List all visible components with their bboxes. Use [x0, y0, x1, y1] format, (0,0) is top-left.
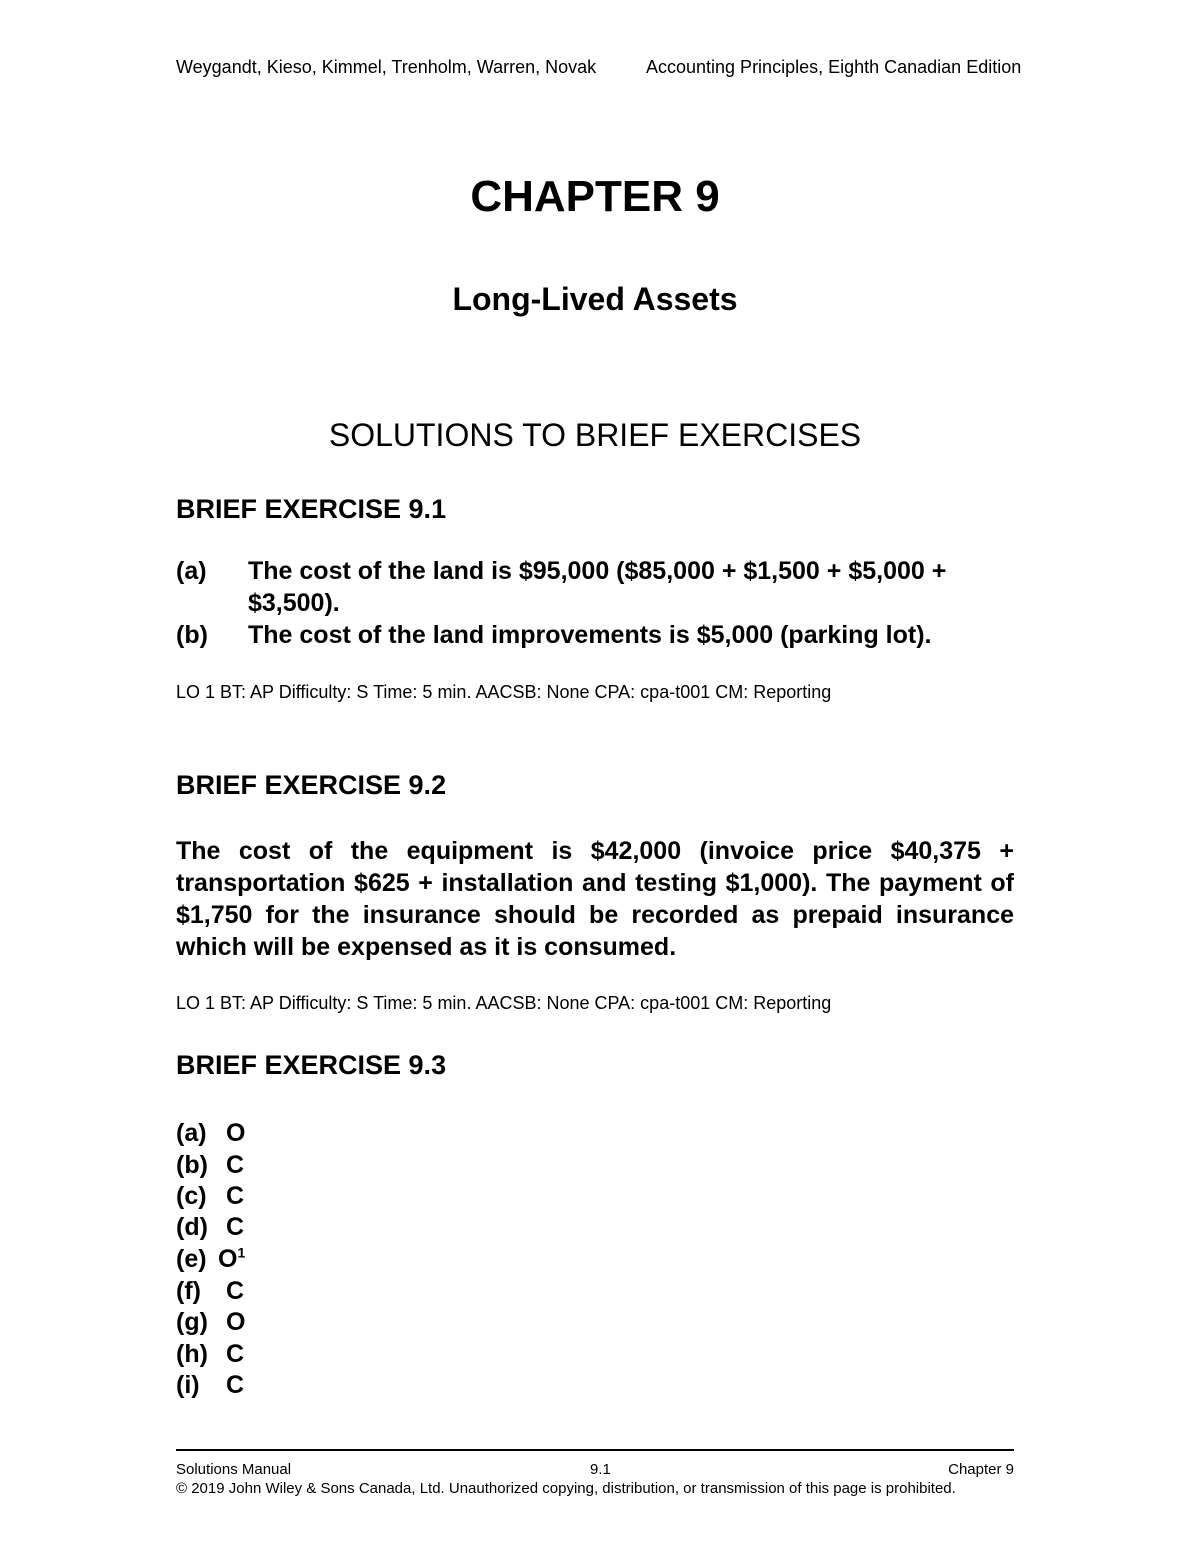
chapter-title: CHAPTER 9	[470, 172, 720, 221]
list-item	[176, 1244, 246, 1277]
list-item-value: C	[226, 1277, 245, 1305]
list-item	[176, 1371, 245, 1403]
answer-label: (b)	[176, 621, 208, 649]
list-item-label: (f)	[176, 1277, 201, 1305]
exercise-heading: BRIEF EXERCISE 9.3	[176, 1050, 447, 1080]
list-item-label: (g)	[176, 1308, 208, 1336]
answer-label: (a)	[176, 557, 207, 585]
list-item-label: (h)	[176, 1340, 208, 1368]
exercise-heading: BRIEF EXERCISE 9.1	[176, 494, 447, 524]
list-item-value: O	[226, 1119, 246, 1147]
list-item-label: (i)	[176, 1371, 200, 1399]
list-item	[176, 1308, 246, 1340]
list-item-label: (c)	[176, 1182, 207, 1210]
footer-divider	[176, 1449, 1014, 1451]
answer-text: The cost of the land improvements is $5,000 (parking lot).	[248, 621, 932, 649]
footnote-marker: 1	[237, 1244, 246, 1261]
list-item-value-text: O	[218, 1245, 238, 1273]
answer-text	[248, 555, 1028, 619]
list-item	[176, 1277, 245, 1309]
section-title: SOLUTIONS TO BRIEF EXERCISES	[328, 417, 862, 453]
chapter-subtitle: Long-Lived Assets	[452, 281, 738, 317]
list-item	[176, 1213, 245, 1245]
list-item-value: C	[226, 1151, 245, 1179]
list-item-value: C	[226, 1213, 245, 1241]
list-item	[176, 1151, 245, 1183]
answer-paragraph: The cost of the equipment is $42,000 (invoice price $40,375 + transportation $625 + installation and testing $1,000). The payment of $1,750 for the insurance should be recorded as prepaid insurance which will be expensed as it is consumed.	[176, 837, 1014, 961]
learning-objective-meta: LO 1 BT: AP Difficulty: S Time: 5 min. AACSB: None CPA: cpa-t001 CM: Reporting	[176, 682, 832, 702]
learning-objective-meta: LO 1 BT: AP Difficulty: S Time: 5 min. AACSB: None CPA: cpa-t001 CM: Reporting	[176, 993, 832, 1013]
list-item	[176, 1340, 245, 1372]
footer-right: Chapter 9	[948, 1461, 1014, 1478]
answer-line: $3,500).	[248, 589, 340, 617]
list-item-value: C	[226, 1182, 245, 1210]
list-item-value: C	[226, 1371, 245, 1399]
list-item-label: (e)	[176, 1245, 207, 1273]
header-book-title: Accounting Principles, Eighth Canadian Edition	[646, 57, 1022, 77]
footer-page-number: 9.1	[590, 1461, 611, 1478]
exercise-heading: BRIEF EXERCISE 9.2	[176, 770, 447, 800]
footer-copyright: © 2019 John Wiley & Sons Canada, Ltd. Unauthorized copying, distribution, or transmission of this page is prohibited.	[176, 1480, 956, 1497]
list-item-label: (a)	[176, 1119, 207, 1147]
list-item-label: (d)	[176, 1213, 208, 1241]
list-item-value	[218, 1245, 245, 1274]
list-item	[176, 1119, 246, 1151]
footer-left: Solutions Manual	[176, 1461, 292, 1478]
header-authors: Weygandt, Kieso, Kimmel, Trenholm, Warren, Novak	[176, 57, 597, 77]
answer-line: The cost of the land is $95,000 ($85,000 + $1,500 + $5,000 +	[248, 557, 947, 585]
list-item-label: (b)	[176, 1151, 208, 1179]
list-item	[176, 1182, 245, 1214]
list-item-value: O	[226, 1308, 246, 1336]
list-item-value: C	[226, 1340, 245, 1368]
